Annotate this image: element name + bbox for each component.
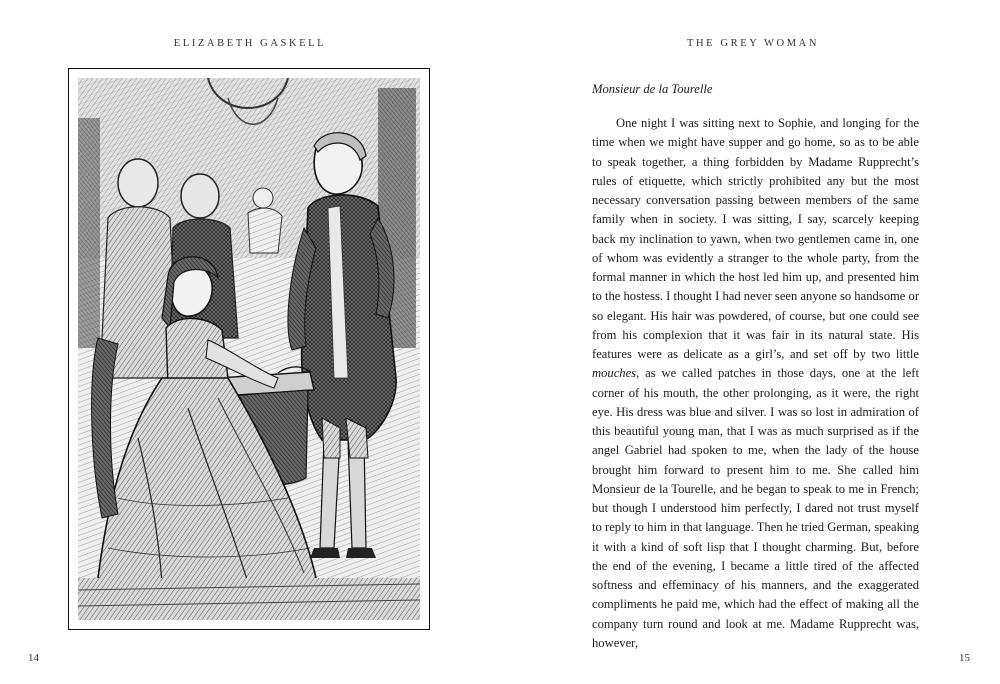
floor	[78, 578, 420, 620]
body-text-part-1: One night I was sitting next to Sophie, and longing for the time when we might have supper and go home, so as to be able to speak together, a thing forbidden by Madame Rupprecht’s rules of etiquette, which strictly prohibited any but the most necessary conversation passing between members of the same family when in society. I was sitting, I say, scarcely keeping back my inclination to yawn, when two gentlemen came in, one of whom was evidently a stranger to the whole party, from the formal manner in which the host led him up, and presented him to the hostess. I thought I had never seen anyone so handsome or so elegant. His hair was powdered, of course, but one could see from his complexion that it was fair in its natural state. His features were as delicate as a girl’s, and set off by two little	[592, 116, 920, 361]
running-head-author: ELIZABETH GASKELL	[173, 38, 327, 49]
body-text-part-2: , as we called patches in those days, one at the left corner of his mouth, the other prolonging, as it were, the right eye. His dress was blue and silver. I was so lost in admiration of this beautiful young man, that I was as much surprised as if the angel Gabriel had spoken to me, when the lady of the house brought him forward to present him to me. She called him Monsieur de la Tourelle, and he began to speak to me in French; but though I understood him perfectly, I dared not trust myself to reply to him in that language. Then he tried German, speaking it with a kind of soft lisp that I thought charming. But, before the end of the evening, I became a little tired of the affected softness and effeminacy of his manners, and the exaggerated compliments he paid me, which had the effect of making all the company turn round and look at me. Madame Rupprecht was, however,	[592, 366, 919, 650]
page-number-right: 15	[959, 652, 970, 664]
text-block	[592, 80, 919, 653]
page-number-left: 14	[28, 652, 39, 664]
italic-word-mouches: mouches	[592, 366, 637, 381]
body-paragraph	[592, 114, 919, 653]
illustration-plate	[68, 68, 430, 630]
running-head-title: THE GREY WOMAN	[686, 38, 820, 49]
chapter-title: Monsieur de la Tourelle	[592, 82, 713, 96]
right-page	[500, 0, 1000, 684]
engraving-illustration	[78, 78, 420, 620]
